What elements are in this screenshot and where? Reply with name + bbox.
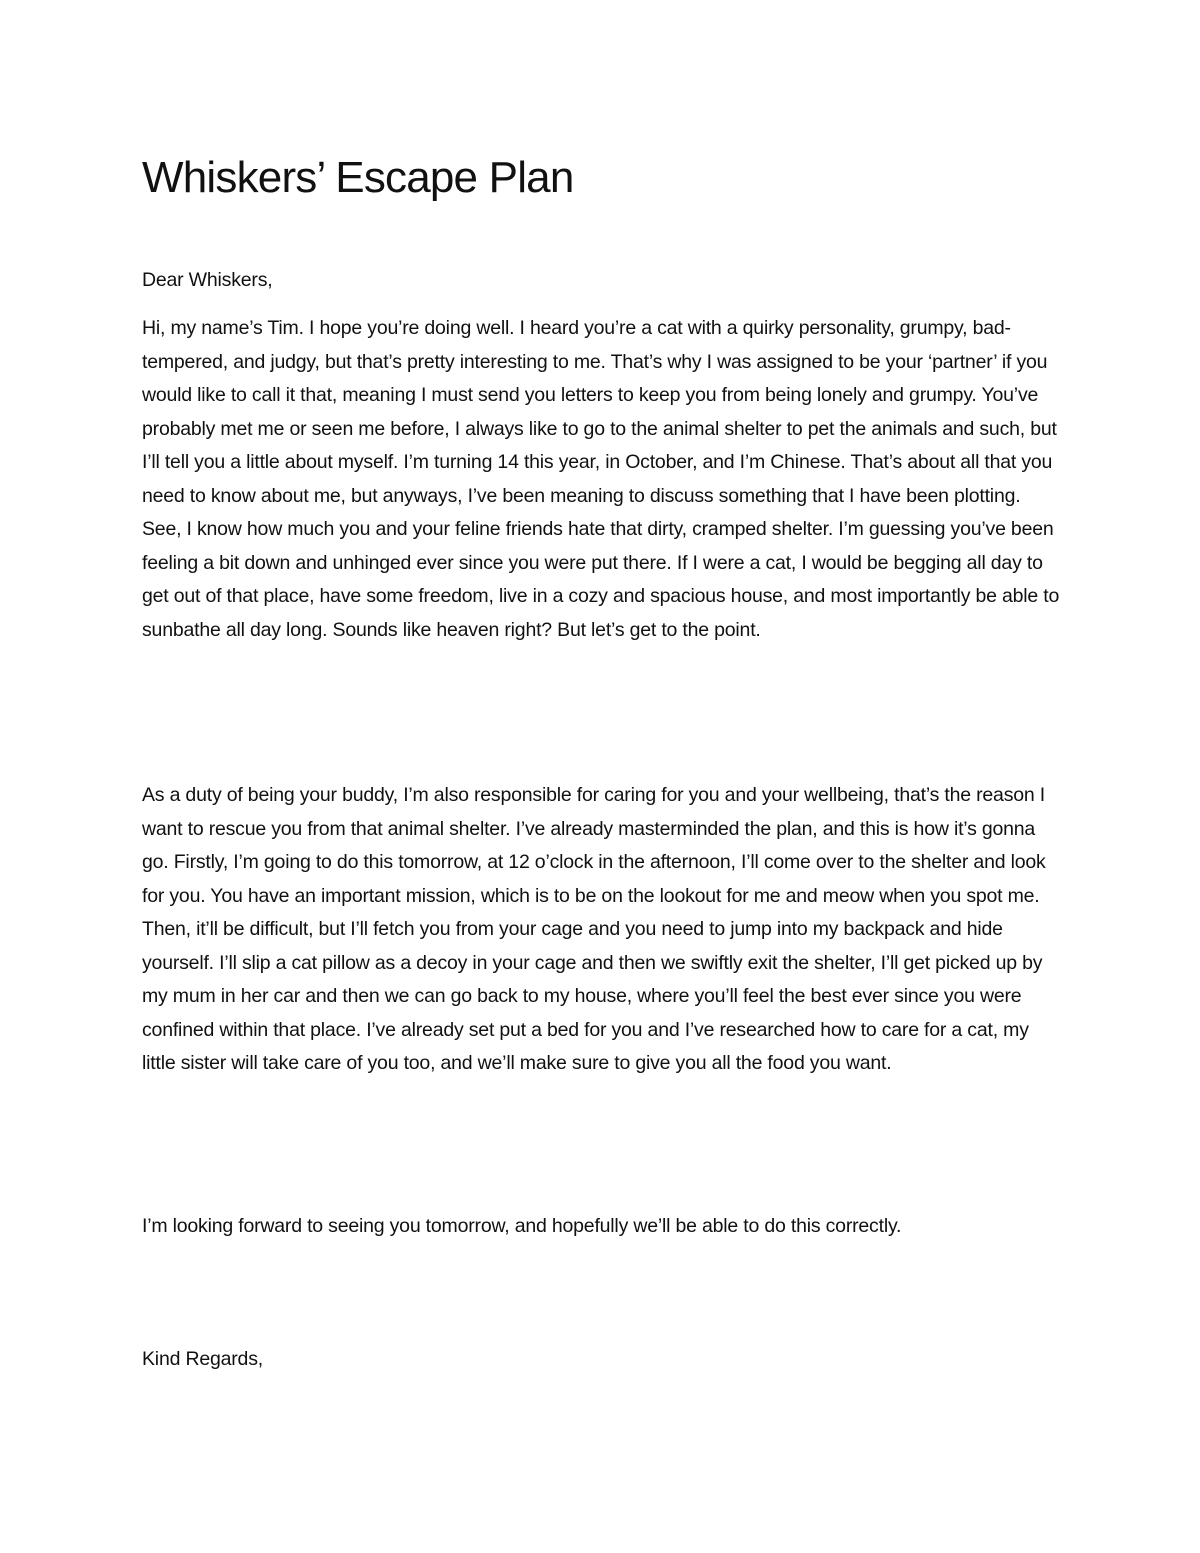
letter-paragraph-intro: Hi, my name’s Tim. I hope you’re doing well. I heard you’re a cat with a quirky personality, grumpy, bad-tempered, and judgy, but that’s pretty interesting to me. That’s why I was assigned to be your ‘partner’ if you would like to call it that, meaning I must send you letters to keep you from being lonely and grumpy. You’ve probably met me or seen me before, I always like to go to the animal shelter to pet the animals and such, but I’ll tell you a little about myself. I’m turning 14 this year, in October, and I’m Chinese. That’s about all that you need to know about me, but anyways, I’ve been meaning to discuss something that I have been plotting. See, I know how much you and your feline friends hate that dirty, cramped shelter. I’m guessing you’ve been feeling a bit down and unhinged ever since you were put there. If I were a cat, I would be begging all day to get out of that place, have some freedom, live in a cozy and spacious house, and most importantly be able to sunbathe all day long. Sounds like heaven right? But let’s get to the point. bbox=[142, 317, 1060, 641]
letter-paragraph-closing-remark: I’m looking forward to seeing you tomorrow, and hopefully we’ll be able to do this correctly. bbox=[142, 1215, 902, 1237]
letter-salutation: Dear Whiskers, bbox=[142, 269, 273, 291]
letter-paragraph-plan: As a duty of being your buddy, I’m also responsible for caring for you and your wellbeing, that’s the reason I want to rescue you from that animal shelter. I’ve already masterminded the plan, and this is how it’s gonna go. Firstly, I’m going to do this tomorrow, at 12 o’clock in the afternoon, I’ll come over to the shelter and look for you. You have an important mission, which is to be on the lookout for me and meow when you spot me. Then, it’ll be difficult, but I’ll fetch you from your cage and you need to jump into my backpack and hide yourself. I’ll slip a cat pillow as a decoy in your cage and then we swiftly exit the shelter, I’ll get picked up by my mum in her car and then we can go back to my house, where you’ll feel the best ever since you were confined within that place. I’ve already set put a bed for you and I’ve researched how to care for a cat, my little sister will take care of you too, and we’ll make sure to give you all the food you want. bbox=[142, 784, 1046, 1074]
document-title: Whiskers’ Escape Plan bbox=[142, 153, 574, 202]
letter-sign-off: Kind Regards, bbox=[142, 1348, 263, 1370]
